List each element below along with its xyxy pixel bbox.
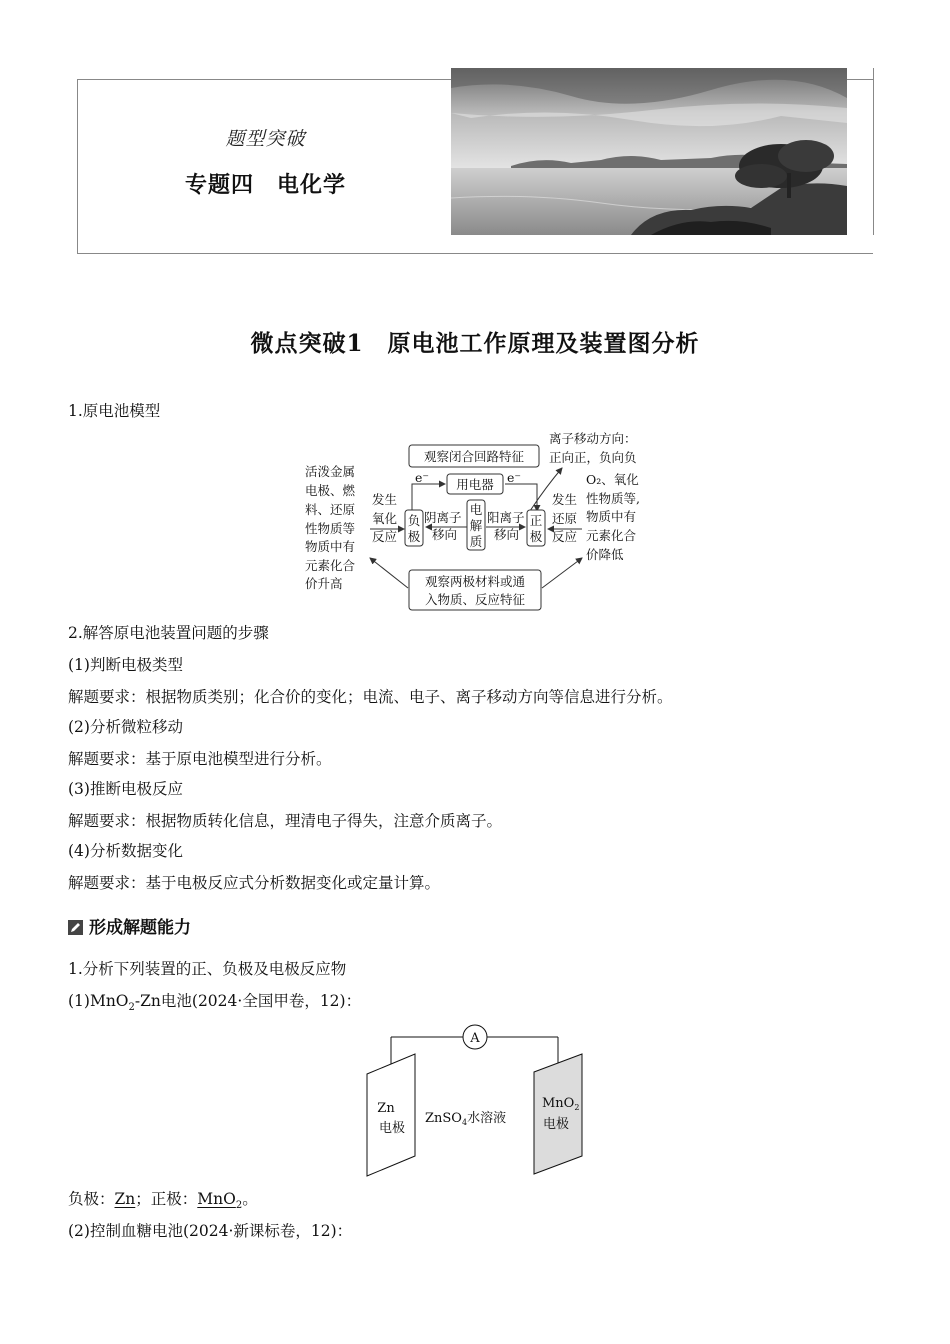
step-3-requirement: 解题要求：根据物质转化信息，理清电子得失，注意介质离子。: [68, 812, 503, 830]
cation-label: 阳离子: [487, 510, 525, 525]
step-1: (1)判断电极类型: [68, 656, 183, 674]
svg-text:价升高: 价升高: [305, 576, 343, 591]
right-note: [586, 472, 640, 562]
electrolyte-label-3: 质: [469, 534, 483, 549]
section-heading-ability: [68, 913, 191, 938]
banner-right-border: [873, 68, 874, 235]
answer-positive: MnO$_2$: [197, 1190, 243, 1212]
zn-electrode-label-1: Zn: [377, 1101, 395, 1116]
ammeter-label: A: [470, 1031, 480, 1046]
section-heading-text: 形成解题能力: [89, 918, 191, 938]
svg-text:O₂、氧化: O₂、氧化: [586, 472, 639, 487]
negative-electrode-label: 负: [407, 513, 421, 528]
cation-label-2: 移向: [494, 527, 520, 542]
section-title: 微点突破1 原电池工作原理及装置图分析: [250, 330, 700, 357]
electrolyte-solution-label: ZnSO$_4$水溶液: [425, 1111, 507, 1127]
svg-text:性物质等: 性物质等: [305, 521, 356, 536]
step-1-requirement: 解题要求：根据物质类别；化合价的变化；电流、电子、离子移动方向等信息进行分析。: [68, 688, 673, 706]
header-banner: [77, 79, 873, 254]
item-1-heading: 1.原电池模型: [68, 402, 161, 420]
negative-electrode-label-2: 极: [407, 529, 421, 544]
ion-direction-arrow: [528, 468, 562, 514]
anion-label-2: 移向: [432, 527, 458, 542]
banner-subtitle: 题型突破: [225, 128, 306, 150]
step-3: (3)推断电极反应: [68, 780, 183, 798]
mno2-electrode: [534, 1054, 582, 1174]
question-1-1: (1)MnO$_2$-Zn电池(2024·全国甲卷，12)：: [68, 992, 362, 1014]
electron-arrow-left: [412, 484, 445, 511]
svg-text:还原: 还原: [552, 511, 578, 526]
diagram-bottom-box-line2: 入物质、反应特征: [424, 592, 526, 607]
question-1-2: (2)控制血糖电池(2024·新课标卷，12)：: [68, 1222, 353, 1240]
positive-electrode-label-2: 极: [529, 529, 543, 544]
svg-text:发生: 发生: [552, 492, 578, 507]
pencil-square-icon: [68, 920, 83, 935]
ion-direction-line2: 正向正，负向负: [549, 450, 637, 465]
oxidation-label: [372, 492, 398, 544]
item-2-heading: 2.解答原电池装置问题的步骤: [68, 624, 269, 642]
left-note: [305, 464, 356, 591]
landscape-photo: [451, 68, 847, 235]
step-2-requirement: 解题要求：基于原电池模型进行分析。: [68, 750, 332, 768]
step-4-requirement: 解题要求：基于电极反应式分析数据变化或定量计算。: [68, 874, 441, 892]
svg-text:电极、燃: 电极、燃: [305, 483, 356, 498]
electrolyte-label-1: 电: [469, 502, 483, 517]
anion-label: 阴离子: [424, 510, 462, 525]
svg-text:活泼金属: 活泼金属: [305, 464, 356, 479]
diagram-bottom-box-line1: 观察两极材料或通: [424, 574, 526, 589]
question-1: 1.分析下列装置的正、负极及电极反应物: [68, 960, 347, 978]
mno2-electrode-label-1: MnO$_2$: [542, 1096, 580, 1112]
svg-text:反应: 反应: [372, 529, 398, 544]
diagram-device-text: 用电器: [456, 477, 494, 492]
diagram-top-box-text: 观察闭合回路特征: [423, 449, 525, 464]
mno2-electrode-label-2: 电极: [543, 1117, 570, 1132]
reduction-label: [552, 492, 578, 544]
svg-text:物质中有: 物质中有: [586, 509, 637, 524]
step-4: (4)分析数据变化: [68, 842, 183, 860]
svg-text:物质中有: 物质中有: [305, 539, 356, 554]
mno2-zn-battery-figure: [360, 1024, 592, 1179]
electrolyte-label-2: 解: [469, 518, 483, 533]
galvanic-cell-model-diagram: [300, 426, 660, 616]
bottom-right-arrow: [542, 558, 582, 588]
bottom-left-arrow: [370, 558, 408, 588]
diagram-electron-left: e⁻: [415, 470, 429, 485]
ion-direction-line1: 离子移动方向：: [549, 431, 637, 446]
positive-electrode-label: 正: [529, 513, 543, 528]
zn-electrode-label-2: 电极: [378, 1121, 406, 1136]
diagram-electron-right: e⁻: [507, 470, 521, 485]
svg-text:性物质等,: 性物质等,: [586, 491, 640, 506]
svg-text:发生: 发生: [372, 492, 398, 507]
svg-text:元素化合: 元素化合: [586, 528, 637, 543]
svg-text:价降低: 价降低: [586, 547, 624, 562]
banner-title: 专题四 电化学: [184, 173, 346, 198]
answer-1-1: 负极：Zn；正极：MnO$_2$。: [68, 1190, 258, 1212]
svg-text:元素化合: 元素化合: [305, 558, 356, 573]
svg-text:氧化: 氧化: [372, 511, 398, 526]
answer-negative: Zn: [114, 1190, 136, 1208]
step-2: (2)分析微粒移动: [68, 718, 183, 736]
svg-text:料、还原: 料、还原: [305, 502, 356, 517]
svg-text:反应: 反应: [552, 529, 578, 544]
